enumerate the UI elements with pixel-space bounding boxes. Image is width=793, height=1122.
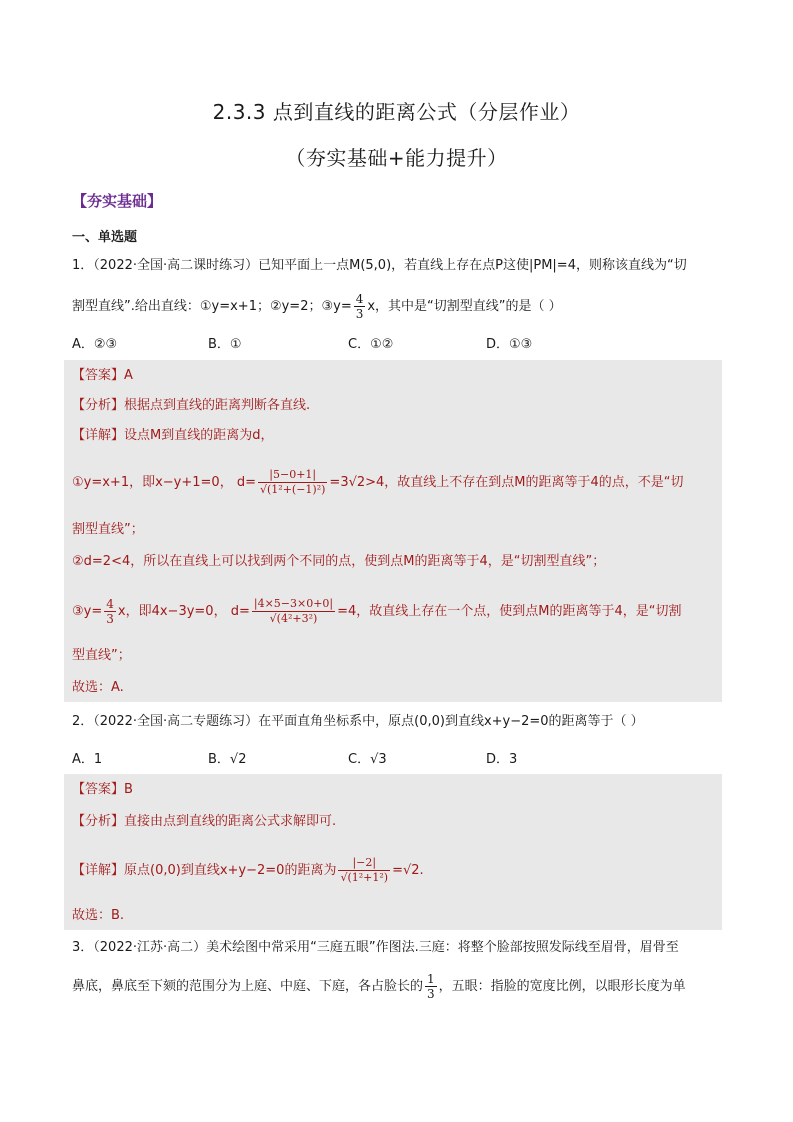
q1-stem-line1: 1．（2022·全国·高二课时练习）已知平面上一点M(5,0)，若直线上存在点P这使|PM|=4，则称该直线为“切 — [72, 258, 687, 273]
q1-analysis-tag: 【分析】 — [72, 398, 125, 413]
q1-case1 — [72, 468, 722, 497]
q1-option-a: A．②③ — [72, 337, 118, 352]
q3-fraction — [425, 972, 437, 1001]
q1-case3-suffix: =4，故直线上存在一个点，使到点M的距离等于4，是“切割 — [337, 604, 682, 619]
q1-case3-mid: x，即4x−3y=0， d= — [117, 604, 250, 619]
q2-analysis — [72, 812, 722, 832]
q1-option-d: D．①③ — [486, 337, 533, 352]
q1-case3-frac-den: 3 — [106, 612, 114, 626]
q1-conclusion: 故选：A. — [72, 680, 124, 695]
q1-detail-tag: 【详解】 — [72, 428, 125, 443]
q1-case3-frac-num: 4 — [106, 597, 114, 611]
q1-case1-prefix: ①y=x+1，即x−y+1=0， d= — [72, 475, 256, 490]
q2-option-d: D．3 — [486, 752, 518, 767]
q2-option-c: C．√3 — [348, 752, 387, 767]
q2-detail — [72, 856, 722, 885]
q2-analysis-tag: 【分析】 — [72, 814, 125, 829]
q2-detail-fraction — [338, 856, 390, 885]
q2-detail-suffix: =√2. — [392, 863, 424, 878]
q1-answer: 【答案】A — [72, 368, 133, 383]
q3-frac-num: 1 — [427, 972, 435, 986]
q3-line2-prefix: 鼻底，鼻底至下颏的范围分为上庭、中庭、下庭，各占脸长的 — [72, 979, 424, 994]
q2-option-a: A．1 — [72, 752, 103, 767]
q1-case3-num: |4×5−3×0+0| — [253, 597, 334, 610]
q1-case3-cont: 型直线”； — [72, 648, 131, 663]
q1-case3-distance-fraction — [252, 597, 335, 626]
q2-detail-prefix: 原点(0,0)到直线x+y−2=0的距离为 — [124, 863, 337, 878]
q3-line1: 3．（2022·江苏·高二）美术绘图中常采用“三庭五眼”作图法.三庭：将整个脸部按照发际线至眉骨，眉骨至 — [72, 940, 679, 955]
q1-case3-prefix: ③y= — [72, 604, 103, 619]
q1-option-b: B．① — [208, 337, 242, 352]
q1-case1-num: |5−0+1| — [258, 468, 327, 483]
q1-stem-frac-den: 3 — [355, 307, 364, 321]
q3-line2 — [72, 972, 722, 1001]
q1-case1-fraction — [258, 468, 327, 497]
q1-detail-text: 设点M到直线的距离为d， — [124, 428, 274, 443]
q1-case1-cont: 割型直线”； — [72, 522, 144, 537]
q1-option-c: C．①② — [348, 337, 394, 352]
q1-analysis-text: 根据点到直线的距离判断各直线. — [124, 398, 311, 413]
q1-case2: ②d=2<4，所以在直线上可以找到两个不同的点，使到点M的距离等于4，是“切割型直线”； — [72, 554, 606, 569]
q1-analysis — [72, 396, 722, 416]
q2-detail-tag: 【详解】 — [72, 863, 125, 878]
q1-stem-frac-num: 4 — [355, 292, 364, 306]
q1-case1-den: √(1²+(−1)²) — [259, 483, 326, 496]
q1-stem-line2 — [72, 292, 722, 321]
q1-stem-line2-prefix: 割型直线”.给出直线：①y=x+1；②y=2；③y= — [72, 299, 352, 314]
q1-case3-fraction — [104, 597, 116, 626]
q2-analysis-text: 直接由点到直线的距离公式求解即可. — [124, 814, 337, 829]
q1-case3-den: √(4²+3²) — [269, 612, 318, 625]
q1-case1-suffix: =3√2>4，故直线上不存在到点M的距离等于4的点，不是“切 — [329, 475, 684, 490]
q2-detail-num: |−2| — [338, 856, 390, 871]
q2-answer: 【答案】B — [72, 782, 133, 797]
q2-conclusion: 故选：B. — [72, 908, 125, 923]
section-heading: 一、单选题 — [72, 230, 138, 245]
q1-stem-fraction — [354, 292, 366, 321]
q2-detail-den: √(1²+1²) — [340, 871, 389, 884]
q1-stem-line2-suffix: x，其中是“切割型直线”的是（ ） — [367, 299, 562, 314]
q2-stem: 2．（2022·全国·高二专题练习）在平面直角坐标系中，原点(0,0)到直线x+y−2=0的距离等于（ ） — [72, 714, 644, 729]
page-title: 2.3.3 点到直线的距离公式（分层作业） — [212, 100, 581, 124]
q3-line2-suffix: ，五眼：指脸的宽度比例，以眼形长度为单 — [438, 979, 686, 994]
q1-detail — [72, 426, 722, 446]
q1-case3 — [72, 597, 722, 626]
section-tag: 【夯实基础】 — [72, 192, 163, 210]
q3-frac-den: 3 — [427, 987, 435, 1001]
page-subtitle: （夯实基础+能力提升） — [285, 146, 508, 170]
q2-option-b: B．√2 — [208, 752, 247, 767]
